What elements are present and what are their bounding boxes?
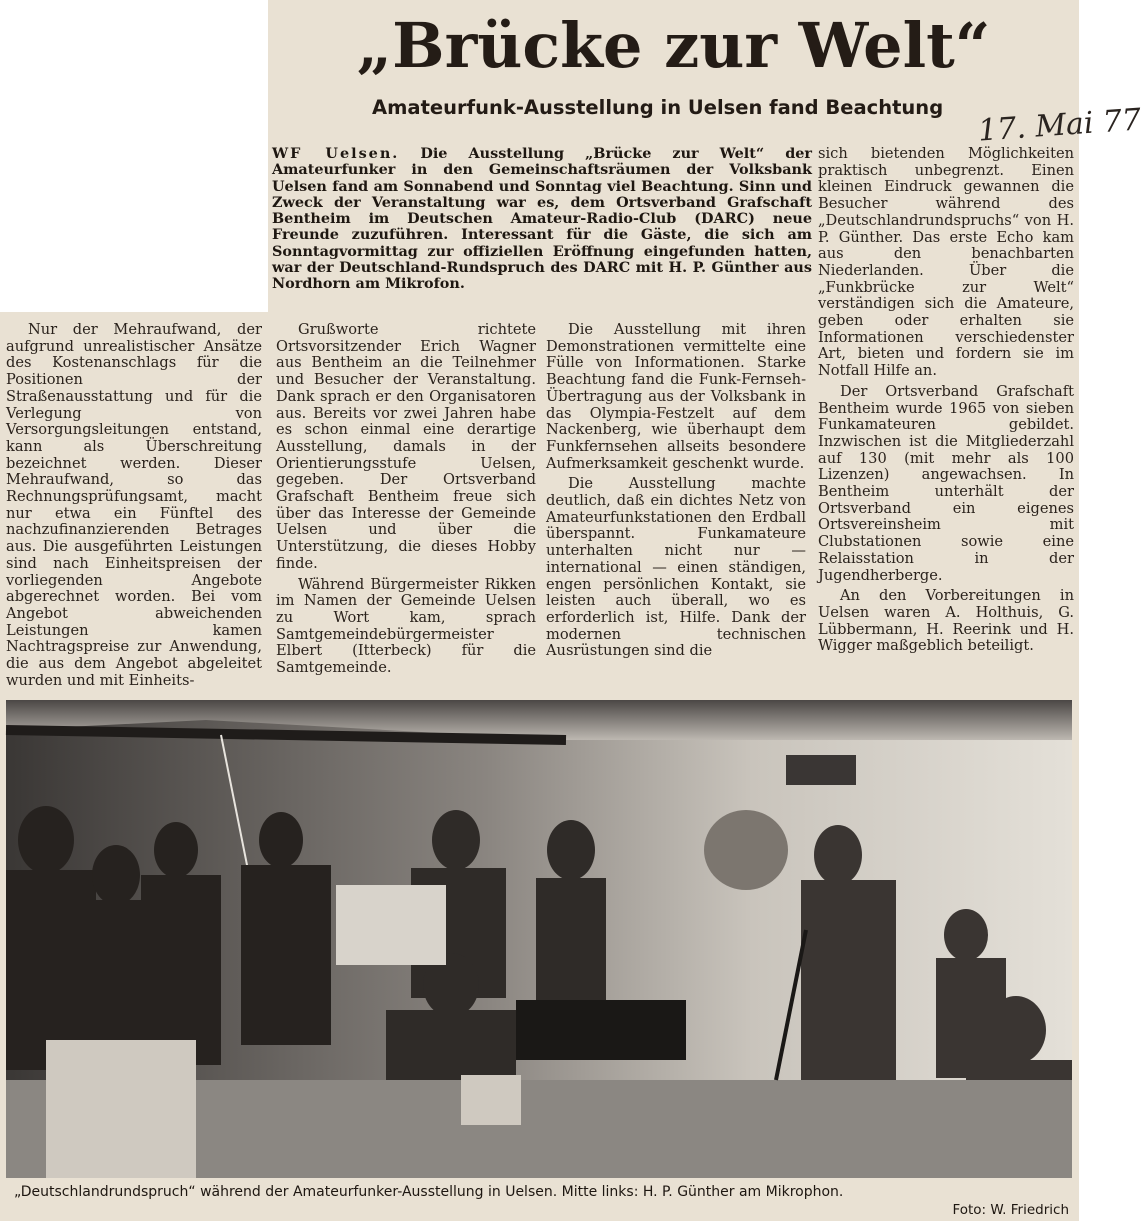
handwritten-date: 17. Mai 77 bbox=[976, 102, 1142, 149]
photo-credit: Foto: W. Friedrich bbox=[952, 1202, 1069, 1218]
photo-box bbox=[46, 1040, 196, 1178]
headline: „Brücke zur Welt“ bbox=[356, 9, 991, 82]
photo-wall-decoration bbox=[704, 810, 788, 890]
photo-radio-equipment bbox=[516, 1000, 686, 1060]
subheadline: Amateurfunk-Ausstellung in Uelsen fand Beachtung bbox=[372, 96, 944, 119]
photo-scene bbox=[6, 700, 1072, 1178]
lead-text: Die Ausstellung „Brücke zur Welt“ der Amateurfunker in den Gemeinschaftsräumen der Volksbank Uelsen fand am Sonnabend und Sonntag viel Beachtung. Sinn und Zweck der Veranstaltung war es, dem Ortsverband Grafschaft Bentheim im Deutschen Amateur-Radio-Club (DARC) neue Freunde zuzuführen. Interessant für die Gäste, die sich am Sonntagvormittag zur offiziellen Eröffnung eingefunden hatten, war der Deutschland-Rundspruch des DARC mit H. P. Günther aus Nordhorn am Mikrofon. bbox=[272, 145, 813, 293]
photo-display-board bbox=[336, 885, 446, 965]
column-right-paragraph-1: Der Ortsverband Grafschaft Bentheim wurde 1965 von sieben Funkamateuren gebildet. Inzwischen ist die Mitgliederzahl auf 130 (mit mehr als 100 Lizenzen) angewachsen. In Bentheim unterhält der Ortsverband ein eigenes Ortsvereinsheim mit Clubstationen sowie eine Relaisstation in der Jugendherberge. bbox=[818, 382, 1074, 584]
column-right bbox=[818, 146, 1074, 659]
column-left bbox=[6, 322, 262, 693]
photo-wall-panel bbox=[786, 755, 856, 785]
news-photo bbox=[6, 700, 1072, 1178]
column-left-paragraph-1: Nur der Mehraufwand, der aufgrund unrealistischer Ansätze des Kostenanschlags für die Positionen der Straßenausstattung und für die Verlegung von Versorgungsleitungen entstand, kann als Überschreitung bezeichnet werden. Dieser Mehraufwand, so das Rechnungsprüfungsamt, macht nur etwa ein Fünftel des nachzufinanzierenden Betrages aus. Die ausgeführten Leistungen sind nach Einheitspreisen der vorliegenden Angebote abgerechnet worden. Bei vom Angebot abweichenden Leistungen kamen Nachtragspreise zur Anwendung, die aus dem Angebot abgeleitet wurden und mit Einheits- bbox=[6, 321, 262, 689]
column-2 bbox=[276, 322, 536, 681]
lead-paragraph bbox=[272, 146, 812, 293]
column-3-paragraph-1: Die Ausstellung mit ihren Demonstrationen vermittelte eine Fülle von Informationen. Starke Beachtung fand die Funk-Fernseh-Übertragung aus der Volksbank in das Olympia-Festzelt auf dem Nackenberg, wie überhaupt dem Funkfernsehen allseits besondere Aufmerksamkeit geschenkt wurde. bbox=[546, 321, 806, 472]
photo-speaker bbox=[461, 1075, 521, 1125]
cut-away-corner bbox=[0, 0, 268, 312]
photo-crowd-left bbox=[6, 806, 331, 1070]
column-3 bbox=[546, 322, 806, 664]
column-2-paragraph-2: Während Bürgermeister Rikken im Namen der Gemeinde Uelsen zu Wort kam, sprach Samtgemeindebürgermeister Elbert (Itterbeck) für die Samtgemeinde. bbox=[276, 575, 536, 677]
photo-caption: „Deutschlandrundspruch“ während der Amateurfunker-Ausstellung in Uelsen. Mitte links: H. P. Günther am Mikrophon. bbox=[14, 1184, 844, 1200]
column-right-continuation: sich bietenden Möglichkeiten praktisch unbegrenzt. Einen kleinen Eindruck gewannen die Besucher während des „Deutschlandrundspruchs“ von H. P. Günther. Das erste Echo kam aus den benachbarten Niederlanden. Über die „Funkbrücke zur Welt“ verständigen sich die Amateure, geben oder erhalten sie Informationen verschiedenster Art, bieten und fordern sie im Notfall Hilfe an. bbox=[818, 145, 1074, 380]
column-3-paragraph-2: Die Ausstellung machte deutlich, daß ein dichtes Netz von Amateurfunkstationen den Erdball überspannt. Funkamateure unterhalten nicht nur — international — einen ständigen, engen persönlichen Kontakt, sie leisten auch überall, wo es erforderlich ist, Hilfe. Dank der modernen technischen Ausrüstungen sind die bbox=[546, 475, 806, 660]
column-2-paragraph-1: Grußworte richtete Ortsvorsitzender Erich Wagner aus Bentheim an die Teilnehmer und Besucher der Veranstaltung. Dank sprach er den Organisatoren aus. Bereits vor zwei Jahren habe es schon einmal eine derartige Ausstellung, damals in der Orientierungsstufe Uelsen, gegeben. Der Ortsverband Grafschaft Bentheim freue sich über das Interesse der Gemeinde Uelsen und über die Unterstützung, die dieses Hobby finde. bbox=[276, 321, 536, 572]
dateline: WF Uelsen. bbox=[272, 145, 400, 162]
column-right-paragraph-2: An den Vorbereitungen in Uelsen waren A. Holthuis, G. Lübbermann, H. Reerink und H. Wigger maßgeblich beteiligt. bbox=[818, 587, 1074, 655]
